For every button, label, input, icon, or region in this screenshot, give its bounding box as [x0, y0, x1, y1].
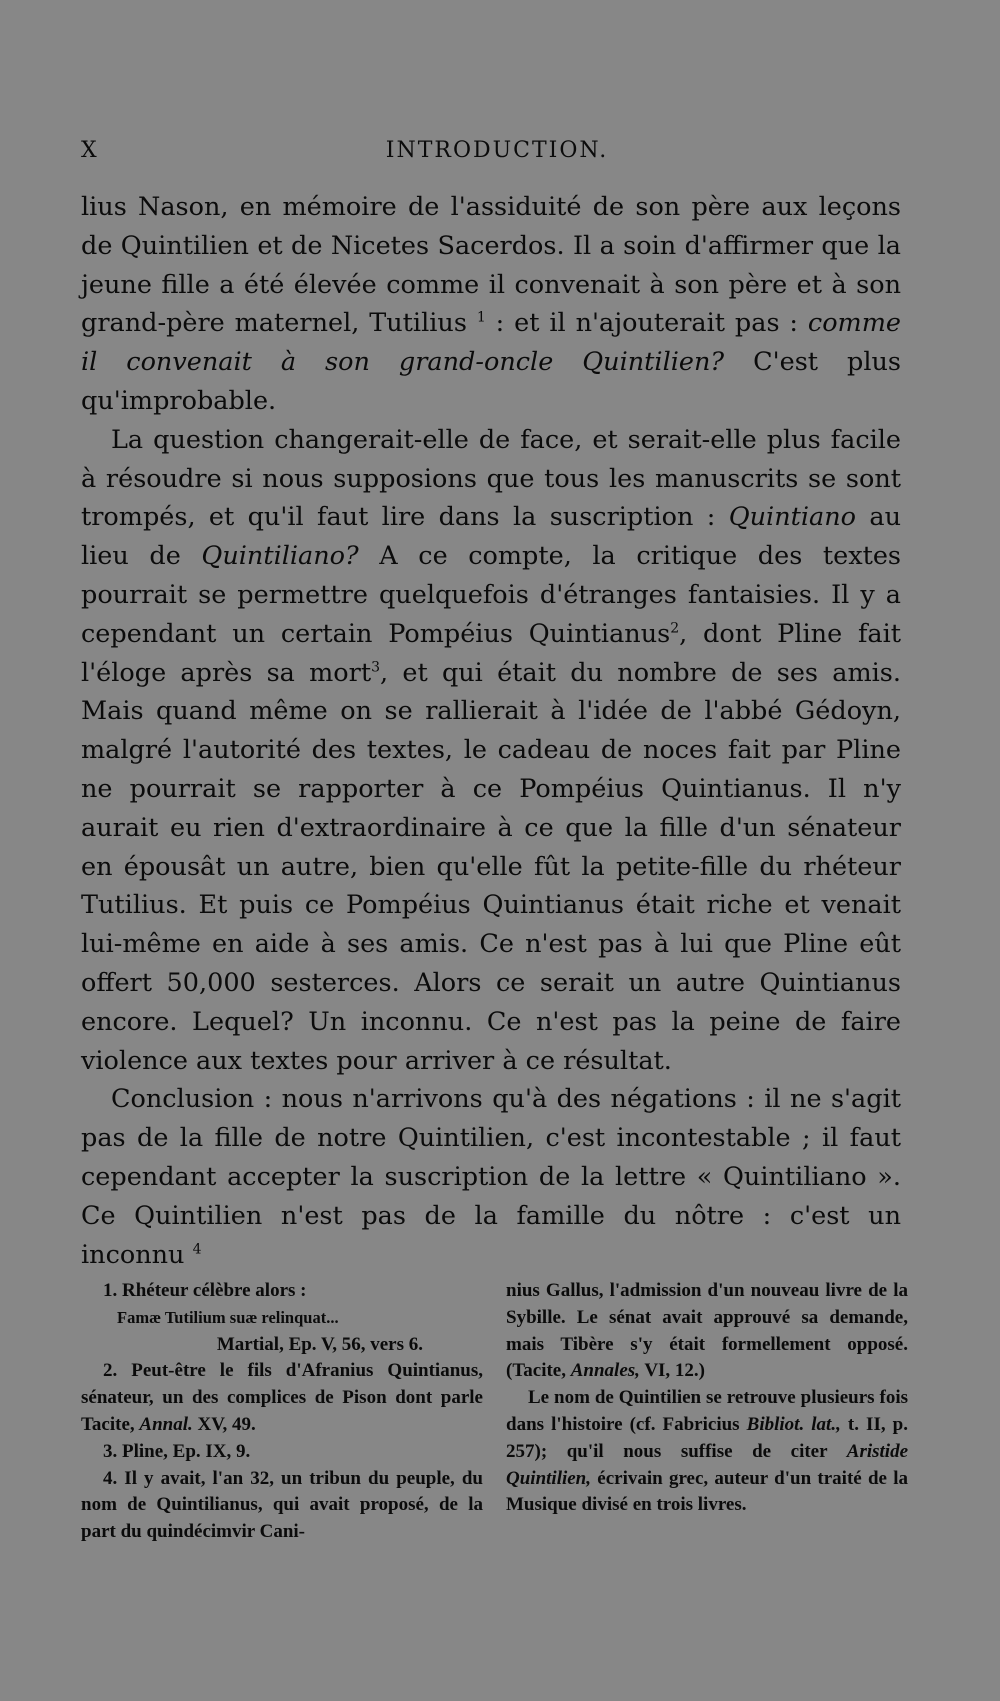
running-title: INTRODUCTION.: [385, 138, 609, 163]
footnote-4-continuation: [506, 1278, 908, 1385]
p2-text-e: , et qui était du nombre de ses amis. Mais quand même on se rallierait à l'idée de l'abbé Gédoyn, malgré l'autorité des textes, le cadeau de noces fait par Pline ne pourrait se rapporter à ce Pompéius Quintianus. Il n'y aurait eu rien d'extraordinaire à ce que la fille d'un sénateur en épousât un autre, bien qu'elle fût la petite-fille du rhéteur Tutilius. Et puis ce Pompéius Quintianus était riche et venait lui-même en aide à ses amis. Ce n'est pas à lui que Pline eût offert 50,000 sesterces. Alors ce serait un autre Quintianus encore. Lequel? Un inconnu. Ce n'est pas la peine de faire violence aux textes pour arriver à ce résultat.: [81, 657, 901, 1076]
footnotes-right-column: [506, 1278, 908, 1519]
footnote-4-text-start: 4. Il y avait, l'an 32, un tribun du peuple, du nom de Quintilianus, qui avait proposé, de la part du quindécimvir Cani-: [81, 1467, 483, 1543]
footnote-5-text-c: écrivain grec, auteur d'un traité de la Musique divisé en trois livres.: [506, 1467, 909, 1516]
p2-text-b: au lieu de: [81, 502, 902, 572]
paragraph-3: [81, 1080, 901, 1274]
footnote-2-end: XV, 49.: [197, 1413, 256, 1435]
paragraph-1: [81, 188, 901, 421]
p1-text-c: C'est plus qu'improbable.: [81, 347, 901, 416]
p1-text-b: : et il n'ajouterait pas :: [495, 308, 799, 339]
footnote-4-text-rest: nius Gallus, l'admission d'un nouveau livre de la Sybille. Le sénat avait approuvé sa demande, mais Tibère s'y était formellement opposé. (Tacite,: [506, 1280, 908, 1382]
footnote-5-text-a: Le nom de Quintilien se retrouve plusieurs fois dans l'histoire (cf. Fabricius: [506, 1387, 908, 1435]
p2-italic-1: Quintiano: [728, 502, 857, 533]
paragraph-2: [81, 421, 901, 1081]
footnote-5-italic-1: Bibliot. lat.,: [746, 1413, 841, 1435]
p2-italic-2: Quintiliano?: [201, 541, 359, 572]
footnote-ref-3: 3: [371, 659, 380, 676]
main-text: [81, 188, 901, 1274]
footnote-5-text-b: t. II, p. 257); qu'il nous suffise de citer: [506, 1413, 908, 1462]
footnote-1-citation: Martial, Ep. V, 56, vers 6.: [216, 1333, 423, 1355]
p1-italic: comme il convenait à son grand-oncle Quintilien?: [81, 308, 902, 378]
footnote-4: [81, 1466, 483, 1546]
footnote-1-quote: Famæ Tutilium suæ relinquat...: [117, 1307, 339, 1327]
footnote-4-italic: Annales,: [570, 1360, 640, 1382]
footnote-2-italic: Annal.: [139, 1413, 193, 1435]
footnote-3: 3. Pline, Ep. IX, 9.: [103, 1440, 251, 1462]
footnote-ref-4: 4: [192, 1241, 202, 1258]
p1-text-a: lius Nason, en mémoire de l'assiduité de son père aux leçons de Quintilien et de Nicetes Sacerdos. Il a soin d'affirmer que la jeune fille a été élevée comme il convenait à son père et à son grand-père maternel, Tutilius: [81, 192, 901, 339]
footnote-2: [81, 1358, 483, 1438]
footnotes-left-column: [81, 1278, 483, 1546]
footnote-ref-1: 1: [476, 309, 486, 326]
footnote-4-continued: [506, 1385, 908, 1519]
footnote-1: 1. Rhéteur célèbre alors :: [103, 1280, 307, 1301]
p2-text-a: La question changerait-elle de face, et serait-elle plus facile à résoudre si nous supposions que tous les manuscrits se sont trompés, et qu'il faut lire dans la suscription :: [81, 424, 901, 533]
footnote-4-end: VI, 12.): [639, 1360, 706, 1382]
footnote-ref-2: 2: [670, 620, 680, 637]
footnote-5-italic-2: Aristide Quintilien,: [506, 1440, 909, 1489]
page-header: [81, 138, 913, 178]
p3-text-a: Conclusion : nous n'arrivons qu'à des négations : il ne s'agit pas de la fille de notre Quintilien, c'est incontestable ; il faut cependant accepter la suscription de la lettre « Quintiliano ». Ce Quintilien n'est pas de la famille du nôtre : c'est un inconnu: [81, 1084, 901, 1270]
p2-text-c: A ce compte, la critique des textes pourrait se permettre quelquefois d'étranges fantaisies. Il y a cependant un certain Pompéius Quintianus: [81, 541, 902, 649]
footnote-2-text: 2. Peut-être le fils d'Afranius Quintianus, sénateur, un des complices de Pison dont parle Tacite,: [81, 1360, 483, 1435]
page-number: X: [81, 138, 97, 163]
p2-text-d: , dont Pline fait l'éloge après sa mort: [81, 618, 902, 688]
